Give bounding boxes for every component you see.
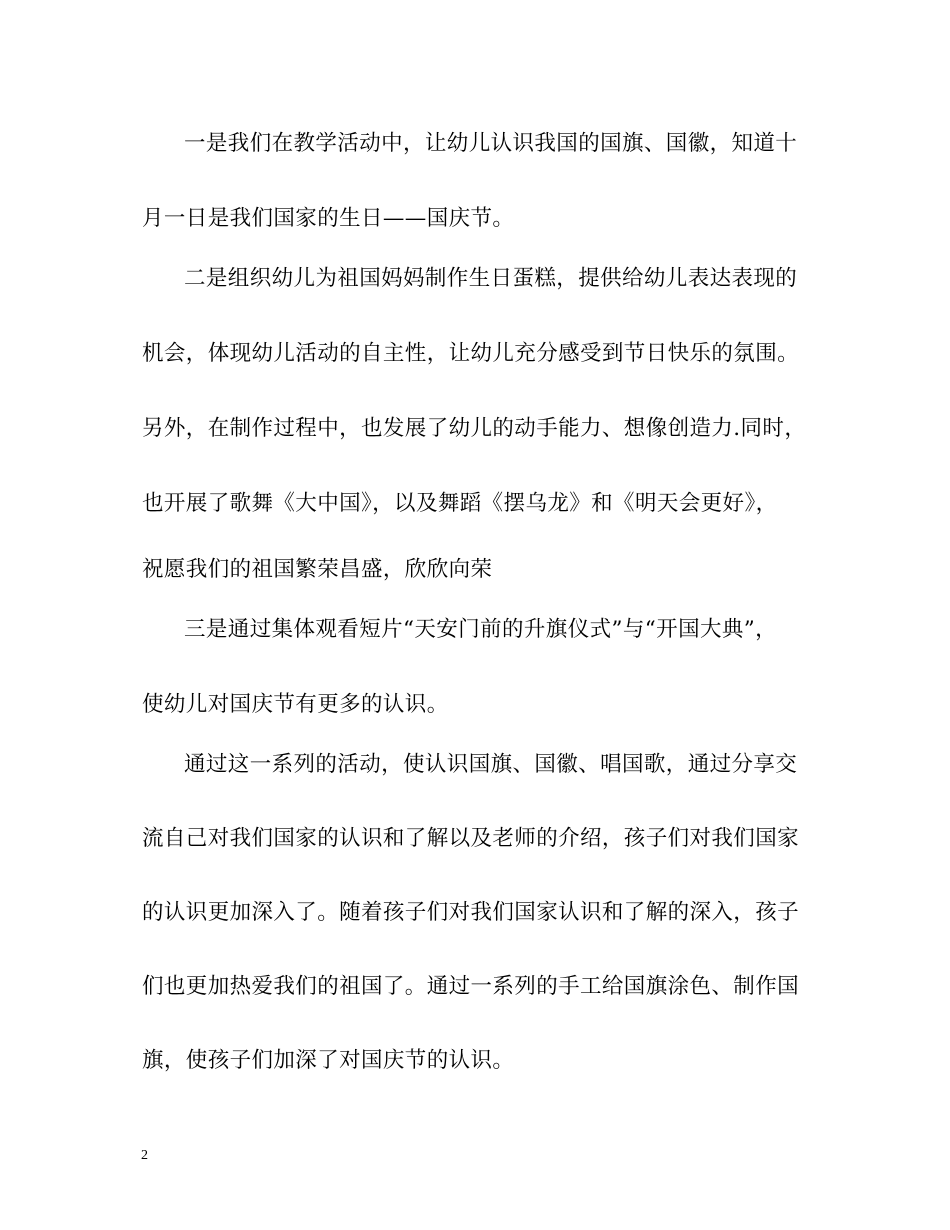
paragraph-1-line-2: 月一日是我们国家的生日——国庆节。 — [142, 206, 515, 231]
paragraph-2-line-1: 二是组织幼儿为祖国妈妈制作生日蛋糕，提供给幼儿表达表现的 — [184, 266, 798, 291]
paragraph-4-line-5: 旗，使孩子们加深了对国庆节的认识。 — [142, 1048, 515, 1073]
page-number: 2 — [141, 1148, 148, 1163]
paragraph-3-line-2: 使幼儿对国庆节有更多的认识。 — [142, 692, 449, 717]
paragraph-4-line-2: 流自己对我们国家的认识和了解以及老师的介绍，孩子们对我们国家 — [142, 826, 800, 851]
paragraph-4-line-4: 们也更加热爱我们的祖国了。通过一系列的手工给国旗涂色、制作国 — [142, 974, 800, 999]
paragraph-4-line-3: 的认识更加深入了。随着孩子们对我们国家认识和了解的深入，孩子 — [142, 900, 800, 925]
paragraph-1-line-1: 一是我们在教学活动中，让幼儿认识我国的国旗、国徽，知道十 — [184, 131, 798, 156]
paragraph-2-line-4: 也开展了歌舞《大中国》，以及舞蹈《摆乌龙》和《明天会更好》， — [142, 491, 778, 516]
paragraph-2-line-5: 祝愿我们的祖国繁荣昌盛，欣欣向荣 — [142, 557, 493, 582]
paragraph-4-line-1: 通过这一系列的活动，使认识国旗、国徽、唱国歌，通过分享交 — [184, 752, 798, 777]
paragraph-2-line-2: 机会，体现幼儿活动的自主性，让幼儿充分感受到节日快乐的氛围。 — [142, 341, 800, 366]
paragraph-3-line-1: 三是通过集体观看短片“天安门前的升旗仪式”与“开国大典”， — [184, 617, 778, 642]
paragraph-2-line-3: 另外，在制作过程中，也发展了幼儿的动手能力、想像创造力.同时， — [142, 416, 807, 441]
